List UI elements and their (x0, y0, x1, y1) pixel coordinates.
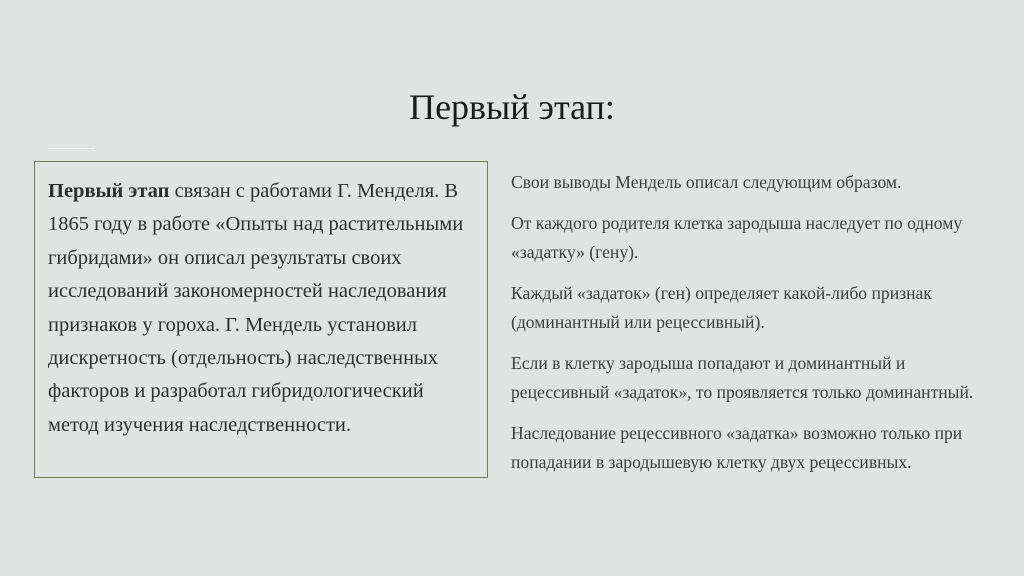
title-accent-line (48, 148, 94, 149)
paragraph-4: Если в клетку зародыша попадают и доминантный и рецессивный «задаток», то проявляется только доминантный. (511, 352, 974, 402)
highlight-text-box (34, 161, 488, 478)
slide-title: Первый этап: (409, 87, 615, 127)
right-text-column (511, 168, 991, 489)
paragraph-1: Свои выводы Мендель описал следующим образом. (511, 172, 902, 192)
box-body-text: связан с работами Г. Менделя. В 1865 году в работе «Опыты над растительными гибридами» он описал результаты своих исследований закономерностей наследования признаков у гороха. Г. Мендель установил дискретность (отдельность) наследственных факторов и разработал гибридологический метод изучения наследственности. (48, 180, 464, 436)
paragraph-3: Каждый «задаток» (ген) определяет какой-либо признак (доминантный или рецессивный). (511, 282, 932, 332)
bold-lead-text: Первый этап (48, 180, 170, 202)
paragraph-5: Наследование рецессивного «задатка» возможно только при попадании в зародышевую клетку двух рецессивных. (511, 422, 963, 472)
paragraph-2: От каждого родителя клетка зародыша наследует по одному «задатку» (гену). (511, 212, 963, 262)
